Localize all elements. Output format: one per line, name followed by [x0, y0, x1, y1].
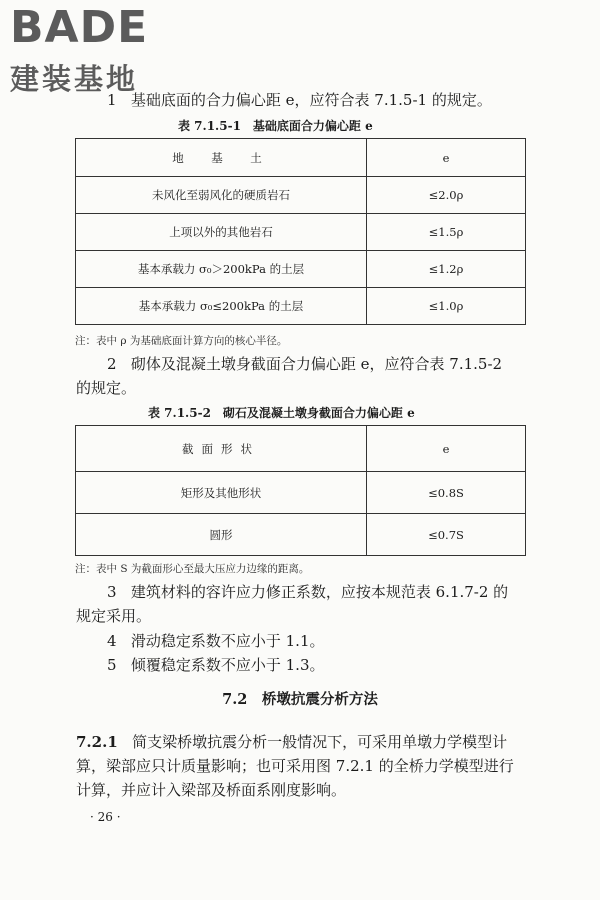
table-cell: ≤2.0ρ	[367, 177, 526, 214]
table-row	[76, 177, 526, 214]
logo-title: BADE	[10, 2, 149, 53]
table-cell: 圆形	[76, 514, 367, 556]
table-cell: ≤1.0ρ	[367, 288, 526, 325]
item-5-text: 倾覆稳定系数不应小于 1.3。	[130, 656, 325, 674]
table-cell: 上项以外的其他岩石	[76, 214, 367, 251]
page-number: · 26 ·	[90, 810, 121, 824]
section-title: 7.2 桥墩抗震分析方法	[222, 691, 378, 708]
table-cell: ≤1.5ρ	[367, 214, 526, 251]
table-cell: 基本承载力 σ₀≤200kPa 的土层	[76, 288, 367, 325]
table-cell: 矩形及其他形状	[76, 472, 367, 514]
item-1-number: 1	[107, 91, 117, 109]
item-4-number: 4	[107, 632, 117, 650]
item-3-text: 建筑材料的容许应力修正系数，应按本规范表 6.1.7-2 的	[130, 583, 509, 601]
table-2-caption: 表 7.1.5-2 砌石及混凝土墩身截面合力偏心距 e	[148, 406, 415, 420]
table-cell: 基本承载力 σ₀＞200kPa 的土层	[76, 251, 367, 288]
item-3-line-1	[107, 580, 508, 604]
item-5-number: 5	[107, 656, 117, 674]
clause-text: 简支梁桥墩抗震分析一般情况下，可采用单墩力学模型计	[132, 733, 508, 751]
item-2-line-1	[107, 352, 502, 376]
table-1-header-e: e	[367, 139, 526, 177]
item-3-line-2: 规定采用。	[76, 607, 152, 625]
table-2-header-e: e	[367, 426, 526, 472]
table-cell: ≤0.8S	[367, 472, 526, 514]
table-row	[76, 251, 526, 288]
item-2-line-2: 的规定。	[76, 379, 137, 397]
clause-line-1	[76, 730, 507, 754]
table-2-note: 注：表中 S 为截面形心至最大压应力边缘的距离。	[75, 563, 310, 575]
item-4-text: 滑动稳定系数不应小于 1.1。	[130, 632, 325, 650]
clause-line-3: 计算，并应计入梁部及桥面系刚度影响。	[76, 781, 347, 799]
table-1-header-row	[76, 139, 526, 177]
table-cell: ≤1.2ρ	[367, 251, 526, 288]
table-1-note: 注：表中 ρ 为基础底面计算方向的核心半径。	[75, 335, 288, 347]
table-row	[76, 214, 526, 251]
clause-number: 7.2.1	[76, 733, 118, 751]
logo-subtitle: 建装基地	[10, 62, 139, 96]
table-cell: ≤0.7S	[367, 514, 526, 556]
table-row	[76, 288, 526, 325]
table-cell: 未风化至弱风化的硬质岩石	[76, 177, 367, 214]
clause-line-2: 算，梁部应只计质量影响；也可采用图 7.2.1 的全桥力学模型进行	[76, 757, 514, 775]
item-4	[107, 629, 324, 653]
table-row	[76, 472, 526, 514]
table-1-header-soil: 地 基 土	[76, 139, 367, 177]
table-1-caption: 表 7.1.5-1 基础底面合力偏心距 e	[178, 119, 373, 133]
table-2-header-shape: 截面形状	[76, 426, 367, 472]
table-2-header-row	[76, 426, 526, 472]
item-3-number: 3	[107, 583, 117, 601]
table-2	[75, 425, 526, 556]
item-2-text: 砌体及混凝土墩身截面合力偏心距 e，应符合表 7.1.5-2	[130, 355, 503, 373]
item-5	[107, 653, 324, 677]
item-2-number: 2	[107, 355, 117, 373]
logo	[10, 2, 149, 96]
item-1	[107, 88, 492, 112]
table-row	[76, 514, 526, 556]
table-1	[75, 138, 526, 325]
item-1-text: 基础底面的合力偏心距 e，应符合表 7.1.5-1 的规定。	[130, 91, 492, 109]
